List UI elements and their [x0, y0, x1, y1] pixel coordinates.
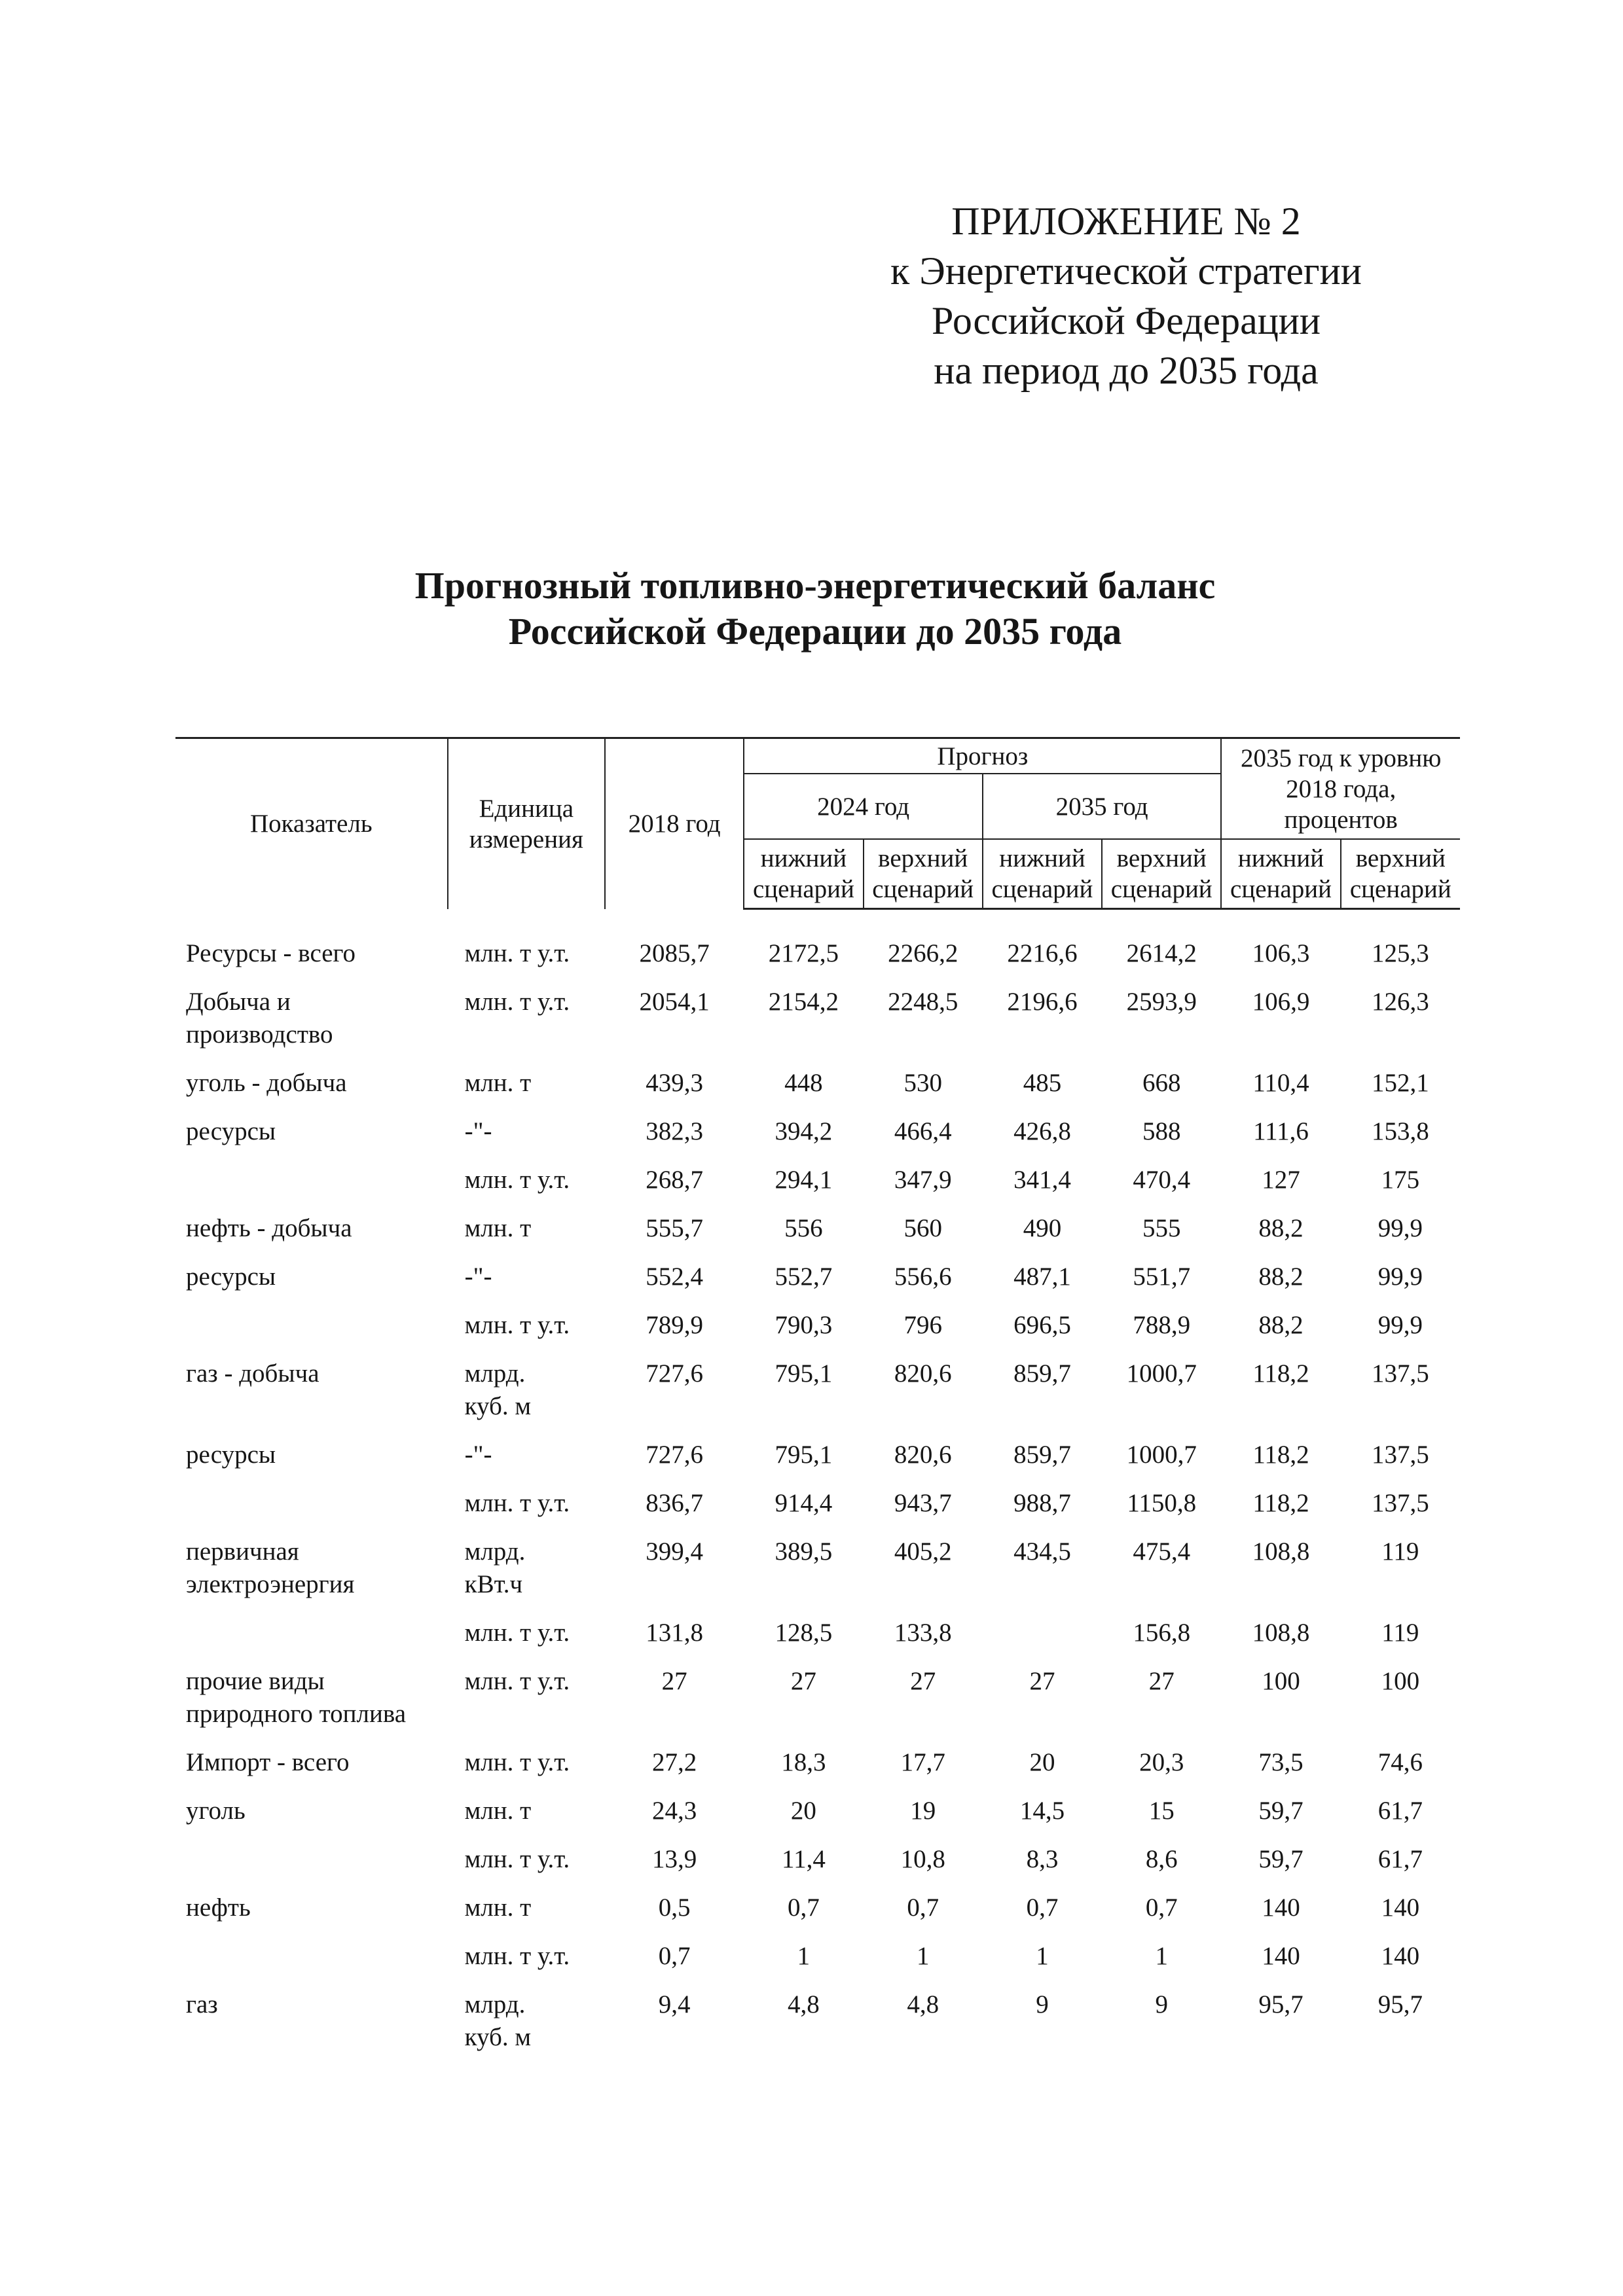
header-ratio [1221, 738, 1460, 840]
row-unit [448, 1357, 605, 1439]
value-cell: 8,3 [1026, 1845, 1059, 1873]
table-row [175, 1892, 1460, 1940]
value-cell: 988,7 [1013, 1489, 1071, 1517]
title-line: Прогнозный топливно-энергетический баланс [414, 564, 1216, 607]
value-cell: 4,8 [907, 1990, 939, 2018]
row-unit [448, 1212, 605, 1261]
value-cell: 175 [1381, 1166, 1420, 1194]
header-ratio-line: 2018 года, [1286, 774, 1396, 803]
header-scenario-low [1221, 839, 1340, 909]
value-cell: 100 [1381, 1667, 1420, 1695]
value-cell: 820,6 [894, 1359, 952, 1388]
value-cell: 405,2 [894, 1537, 952, 1566]
value-cell: 294,1 [775, 1166, 833, 1194]
value-cell: 0,7 [1145, 1893, 1178, 1922]
header-unit-line: Единица [479, 794, 574, 823]
header-scenario-word: верхний [1116, 844, 1207, 872]
row-unit-text: млн. т у.т. [464, 1311, 570, 1339]
row-indicator-text: нефть [186, 1893, 251, 1922]
value-cell: 1 [916, 1942, 930, 1970]
value-cell: 795,1 [775, 1359, 833, 1388]
header-scenario-word: сценарий [1349, 875, 1451, 903]
value-cell: 555,7 [646, 1214, 704, 1242]
value-cell: 2266,2 [888, 939, 958, 967]
row-indicator-text: Ресурсы - всего [186, 939, 356, 967]
value-cell: 790,3 [775, 1311, 833, 1339]
value-cell: 2248,5 [888, 988, 958, 1016]
value-cell: 24,3 [652, 1797, 697, 1825]
value-cell: 859,7 [1013, 1441, 1071, 1469]
value-cell: 18,3 [781, 1748, 826, 1776]
value-cell: 2054,1 [639, 988, 710, 1016]
row-indicator-text: ресурсы [186, 1263, 276, 1291]
row-indicator-text: прочие виды [186, 1667, 325, 1695]
value-cell: 551,7 [1133, 1263, 1191, 1291]
value-cell: 20 [1029, 1748, 1055, 1776]
header-scenario-low [744, 839, 863, 909]
value-cell: 126,3 [1371, 988, 1429, 1016]
value-cell: 131,8 [646, 1619, 704, 1647]
value-cell: 27 [910, 1667, 936, 1695]
row-indicator [175, 1795, 448, 1843]
table-row [175, 1535, 1460, 1617]
row-unit [448, 1535, 605, 1617]
value-cell: 552,7 [775, 1263, 833, 1291]
row-indicator [175, 1212, 448, 1261]
row-unit [448, 1439, 605, 1487]
table-row [175, 1617, 1460, 1665]
header-scenario-word: нижний [760, 844, 847, 872]
value-cell: 0,7 [907, 1893, 939, 1922]
row-indicator-text: производство [186, 1020, 333, 1049]
row-unit [448, 1843, 605, 1892]
title-line: Российской Федерации до 2035 года [508, 610, 1122, 653]
row-unit [448, 1940, 605, 1988]
header-scenario-low [983, 839, 1102, 909]
table-row [175, 1746, 1460, 1795]
row-unit-text: млн. т [464, 1893, 532, 1922]
value-cell: 2154,2 [768, 988, 839, 1016]
value-cell: 137,5 [1371, 1489, 1429, 1517]
header-scenario-high [1341, 839, 1460, 909]
row-indicator [175, 1357, 448, 1439]
value-cell: 27,2 [652, 1748, 697, 1776]
value-cell: 99,9 [1377, 1214, 1423, 1242]
header-2024: 2024 год [744, 774, 983, 839]
row-indicator-text: природного топлива [186, 1700, 407, 1728]
value-cell: 485 [1023, 1069, 1062, 1097]
value-cell: 552,4 [646, 1263, 704, 1291]
row-unit-text: млрд. [464, 1537, 526, 1566]
value-cell: 10,8 [900, 1845, 945, 1873]
header-forecast: Прогноз [744, 738, 1221, 774]
value-cell: 1 [1036, 1942, 1049, 1970]
value-cell: 439,3 [646, 1069, 704, 1097]
row-unit-text: млн. т [464, 1069, 532, 1097]
value-cell: 61,7 [1377, 1797, 1423, 1825]
value-cell: 11,4 [782, 1845, 826, 1873]
value-cell: 1000,7 [1126, 1359, 1197, 1388]
row-unit-text: млн. т у.т. [464, 1166, 570, 1194]
value-cell: 27 [661, 1667, 687, 1695]
table-body [175, 909, 1460, 2070]
value-cell: 394,2 [775, 1117, 833, 1145]
row-unit-text: млн. т у.т. [464, 988, 570, 1016]
row-unit-text: млн. т у.т. [464, 1489, 570, 1517]
header-scenario-word: нижний [1237, 844, 1324, 872]
value-cell: 156,8 [1133, 1619, 1191, 1647]
value-cell: 88,2 [1258, 1214, 1304, 1242]
value-cell: 341,4 [1013, 1166, 1071, 1194]
value-cell: 59,7 [1258, 1797, 1304, 1825]
header-unit-line: измерения [469, 825, 583, 853]
row-unit-text: млн. т у.т. [464, 1619, 570, 1647]
value-cell: 108,8 [1252, 1619, 1310, 1647]
value-cell: 27 [1029, 1667, 1055, 1695]
value-cell: 14,5 [1019, 1797, 1065, 1825]
value-cell: 118,2 [1252, 1489, 1309, 1517]
value-cell: 0,7 [788, 1893, 820, 1922]
value-cell: 152,1 [1371, 1069, 1429, 1097]
value-cell: 100 [1262, 1667, 1300, 1695]
row-indicator-text: газ - добыча [186, 1359, 319, 1388]
header-scenario-word: сценарий [1110, 875, 1213, 903]
row-unit [448, 1617, 605, 1665]
table-header [175, 738, 1460, 909]
row-unit-text: млн. т у.т. [464, 1667, 570, 1695]
table-row [175, 1665, 1460, 1746]
header-scenario-word: сценарий [752, 875, 854, 903]
row-unit [448, 1261, 605, 1309]
value-cell: 99,9 [1377, 1263, 1423, 1291]
table-row [175, 1439, 1460, 1487]
value-cell [983, 1617, 1102, 1665]
value-cell: 99,9 [1377, 1311, 1423, 1339]
row-unit-text: -"- [464, 1263, 492, 1291]
value-cell: 788,9 [1133, 1311, 1191, 1339]
value-cell: 59,7 [1258, 1845, 1304, 1873]
value-cell: 88,2 [1258, 1263, 1304, 1291]
value-cell: 2593,9 [1126, 988, 1197, 1016]
value-cell: 696,5 [1013, 1311, 1071, 1339]
row-unit [448, 986, 605, 1067]
row-indicator-text: ресурсы [186, 1117, 276, 1145]
value-cell: 530 [903, 1069, 942, 1097]
appendix-ref-line: Российской Федерации [931, 299, 1321, 342]
value-cell: 118,2 [1252, 1359, 1309, 1388]
value-cell: 448 [784, 1069, 823, 1097]
value-cell: 268,7 [646, 1166, 704, 1194]
table-row [175, 1067, 1460, 1115]
value-cell: 399,4 [646, 1537, 704, 1566]
value-cell: 140 [1381, 1942, 1420, 1970]
table-row [175, 1115, 1460, 1164]
value-cell: 470,4 [1133, 1166, 1191, 1194]
value-cell: 118,2 [1252, 1441, 1309, 1469]
row-unit [448, 1164, 605, 1212]
value-cell: 88,2 [1258, 1311, 1304, 1339]
row-unit-text: -"- [464, 1117, 492, 1145]
header-scenario-word: сценарий [991, 875, 1093, 903]
row-indicator [175, 1309, 448, 1357]
header-unit [448, 738, 605, 909]
row-indicator [175, 937, 448, 986]
appendix-number: ПРИЛОЖЕНИЕ № 2 [951, 200, 1301, 243]
row-unit [448, 937, 605, 986]
value-cell: 17,7 [900, 1748, 945, 1776]
value-cell: 475,4 [1133, 1537, 1191, 1566]
value-cell: 914,4 [775, 1489, 833, 1517]
header-ratio-line: 2035 год к уровню [1240, 744, 1442, 772]
value-cell: 836,7 [646, 1489, 704, 1517]
header-scenario-word: нижний [999, 844, 1085, 872]
appendix-ref-line: на период до 2035 года [934, 349, 1319, 392]
row-unit-text: млрд. [464, 1359, 526, 1388]
value-cell: 588 [1142, 1117, 1181, 1145]
header-scenario-word: сценарий [1230, 875, 1332, 903]
row-indicator-text: Импорт - всего [186, 1748, 350, 1776]
value-cell: 137,5 [1371, 1359, 1429, 1388]
header-scenario-word: сценарий [872, 875, 974, 903]
value-cell: 943,7 [894, 1489, 952, 1517]
value-cell: 110,4 [1252, 1069, 1309, 1097]
value-cell: 9,4 [658, 1990, 691, 2018]
value-cell: 795,1 [775, 1441, 833, 1469]
table-row [175, 1357, 1460, 1439]
table-row [175, 1487, 1460, 1535]
value-cell: 1000,7 [1126, 1441, 1197, 1469]
value-cell: 487,1 [1013, 1263, 1071, 1291]
row-unit [448, 1746, 605, 1795]
header-scenario-high [864, 839, 983, 909]
value-cell: 0,5 [658, 1893, 691, 1922]
row-indicator-text: газ [186, 1990, 218, 2018]
header-indicator: Показатель [175, 738, 448, 909]
value-cell: 140 [1262, 1942, 1300, 1970]
value-cell: 15 [1148, 1797, 1175, 1825]
row-unit [448, 1067, 605, 1115]
value-cell: 727,6 [646, 1359, 704, 1388]
row-indicator [175, 1746, 448, 1795]
value-cell: 1 [1155, 1942, 1168, 1970]
value-cell: 389,5 [775, 1537, 833, 1566]
value-cell: 2196,6 [1007, 988, 1078, 1016]
header-scenario-word: верхний [878, 844, 968, 872]
value-cell: 61,7 [1377, 1845, 1423, 1873]
table-row [175, 1795, 1460, 1843]
value-cell: 111,6 [1253, 1117, 1309, 1145]
appendix-header [805, 196, 1447, 395]
value-cell: 4,8 [788, 1990, 820, 2018]
energy-balance-table [175, 737, 1460, 2070]
value-cell: 9 [1036, 1990, 1049, 2018]
table-row [175, 1940, 1460, 1988]
row-unit-text: куб. м [464, 2023, 532, 2051]
row-unit-text: млн. т у.т. [464, 1748, 570, 1776]
value-cell: 119 [1381, 1619, 1419, 1647]
row-indicator [175, 1617, 448, 1665]
value-cell: 108,8 [1252, 1537, 1310, 1566]
value-cell: 119 [1381, 1537, 1419, 1566]
row-unit-text: млн. т у.т. [464, 1845, 570, 1873]
row-indicator-text: первичная [186, 1537, 299, 1566]
value-cell: 820,6 [894, 1441, 952, 1469]
value-cell: 1150,8 [1127, 1489, 1197, 1517]
header-2035: 2035 год [983, 774, 1222, 839]
row-unit [448, 1665, 605, 1746]
table-row [175, 1843, 1460, 1892]
row-unit [448, 1795, 605, 1843]
value-cell: 74,6 [1377, 1748, 1423, 1776]
value-cell: 137,5 [1371, 1441, 1429, 1469]
value-cell: 27 [1148, 1667, 1175, 1695]
value-cell: 2172,5 [768, 939, 839, 967]
value-cell: 73,5 [1258, 1748, 1304, 1776]
value-cell: 9 [1155, 1990, 1168, 2018]
table-row [175, 986, 1460, 1067]
value-cell: 140 [1262, 1893, 1300, 1922]
value-cell: 789,9 [646, 1311, 704, 1339]
value-cell: 382,3 [646, 1117, 704, 1145]
row-indicator-text: уголь [186, 1797, 246, 1825]
value-cell: 347,9 [894, 1166, 952, 1194]
row-unit [448, 1892, 605, 1940]
row-indicator-text: ресурсы [186, 1441, 276, 1469]
table-row [175, 1309, 1460, 1357]
row-indicator-text: уголь - добыча [186, 1069, 347, 1097]
row-unit-text: млн. т у.т. [464, 1942, 570, 1970]
value-cell: 106,3 [1252, 939, 1310, 967]
row-indicator [175, 1940, 448, 1988]
row-unit [448, 1115, 605, 1164]
value-cell: 8,6 [1145, 1845, 1178, 1873]
row-indicator [175, 1164, 448, 1212]
value-cell: 859,7 [1013, 1359, 1071, 1388]
row-indicator [175, 1115, 448, 1164]
row-unit-text: куб. м [464, 1392, 532, 1420]
appendix-ref-line: к Энергетической стратегии [890, 249, 1362, 293]
value-cell: 426,8 [1013, 1117, 1071, 1145]
row-indicator [175, 1535, 448, 1617]
row-unit-text: млн. т [464, 1797, 532, 1825]
header-scenario-high [1102, 839, 1221, 909]
value-cell: 128,5 [775, 1619, 833, 1647]
row-unit [448, 1309, 605, 1357]
value-cell: 95,7 [1377, 1990, 1423, 2018]
value-cell: 125,3 [1371, 939, 1429, 967]
value-cell: 796 [903, 1311, 942, 1339]
value-cell: 19 [910, 1797, 936, 1825]
table-row [175, 1164, 1460, 1212]
value-cell: 140 [1381, 1893, 1420, 1922]
row-unit-text: -"- [464, 1441, 492, 1469]
row-unit-text: млрд. [464, 1990, 526, 2018]
value-cell: 555 [1142, 1214, 1181, 1242]
value-cell: 1 [797, 1942, 811, 1970]
table-row [175, 1988, 1460, 2070]
value-cell: 127 [1262, 1166, 1300, 1194]
value-cell: 106,9 [1252, 988, 1310, 1016]
value-cell: 0,7 [1026, 1893, 1059, 1922]
value-cell: 133,8 [894, 1619, 952, 1647]
value-cell: 560 [903, 1214, 942, 1242]
row-indicator-text: электроэнергия [186, 1570, 355, 1598]
row-unit-text: кВт.ч [464, 1570, 523, 1598]
value-cell: 466,4 [894, 1117, 952, 1145]
header-scenario-word: верхний [1355, 844, 1446, 872]
row-indicator [175, 1439, 448, 1487]
value-cell: 95,7 [1258, 1990, 1304, 2018]
value-cell: 556,6 [894, 1263, 952, 1291]
row-indicator [175, 1988, 448, 2070]
header-ratio-line: процентов [1284, 805, 1398, 834]
row-indicator [175, 1665, 448, 1746]
row-unit-text: млн. т [464, 1214, 532, 1242]
row-indicator [175, 986, 448, 1067]
table-row [175, 1261, 1460, 1309]
table-row [175, 1212, 1460, 1261]
value-cell: 20 [790, 1797, 816, 1825]
value-cell: 556 [784, 1214, 823, 1242]
header-2018: 2018 год [605, 738, 744, 909]
value-cell: 153,8 [1371, 1117, 1429, 1145]
document-title [164, 563, 1467, 655]
value-cell: 2614,2 [1126, 939, 1197, 967]
row-unit [448, 1988, 605, 2070]
row-unit [448, 1487, 605, 1535]
value-cell: 0,7 [658, 1942, 691, 1970]
row-indicator-text: Добыча и [186, 988, 291, 1016]
value-cell: 27 [790, 1667, 816, 1695]
table-row [175, 937, 1460, 986]
row-unit-text: млн. т у.т. [464, 939, 570, 967]
value-cell: 490 [1023, 1214, 1062, 1242]
value-cell: 2216,6 [1007, 939, 1078, 967]
value-cell: 20,3 [1139, 1748, 1184, 1776]
row-indicator [175, 1843, 448, 1892]
value-cell: 13,9 [652, 1845, 697, 1873]
value-cell: 434,5 [1013, 1537, 1071, 1566]
row-indicator-text: нефть - добыча [186, 1214, 352, 1242]
row-indicator [175, 1067, 448, 1115]
value-cell: 2085,7 [639, 939, 710, 967]
row-indicator [175, 1487, 448, 1535]
value-cell: 668 [1142, 1069, 1181, 1097]
row-indicator [175, 1892, 448, 1940]
value-cell: 727,6 [646, 1441, 704, 1469]
row-indicator [175, 1261, 448, 1309]
